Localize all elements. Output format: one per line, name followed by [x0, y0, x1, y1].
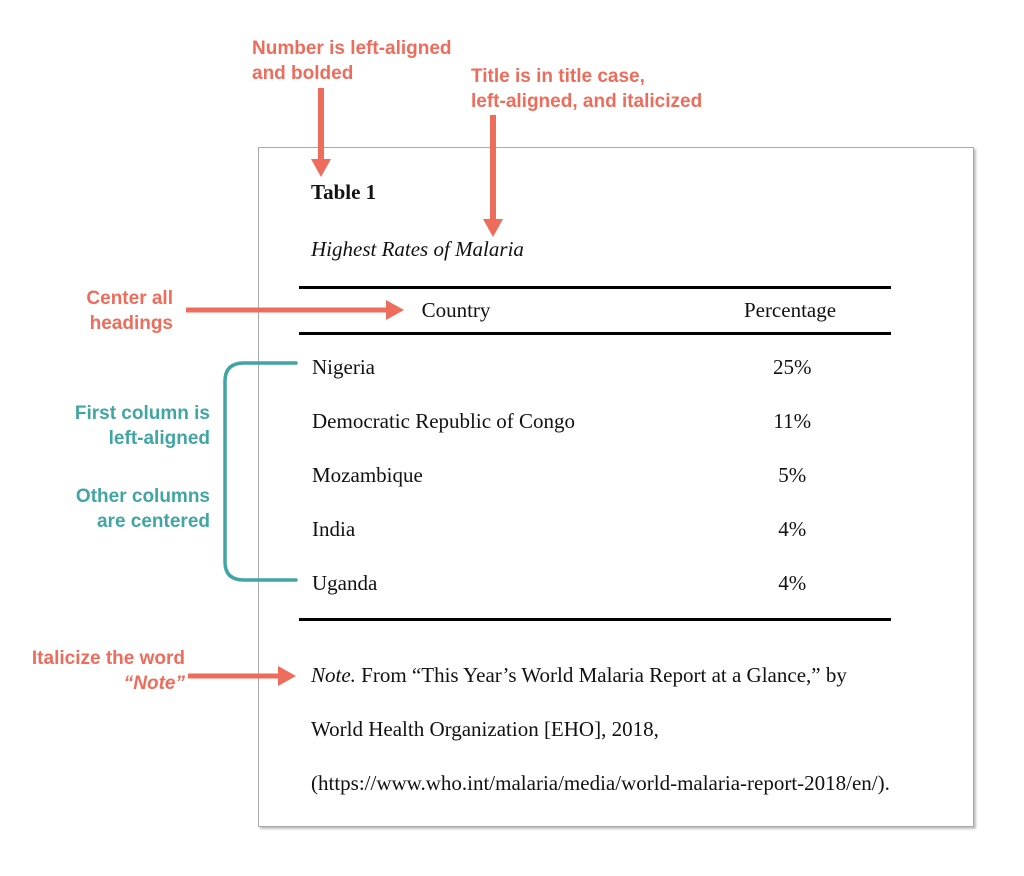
table-body — [299, 335, 891, 621]
callout-line: headings — [89, 313, 173, 334]
document-page — [258, 147, 974, 827]
cell-country: Nigeria — [312, 354, 375, 379]
note-label: Note. — [311, 663, 356, 687]
callout-line: left-aligned — [108, 428, 210, 449]
table-number: Table 1 — [311, 180, 377, 204]
cell-country: Democratic Republic of Congo — [312, 408, 576, 433]
apa-table — [299, 286, 891, 621]
table-row — [299, 502, 891, 556]
column-header-percentage: Percentage — [743, 298, 837, 322]
table-row — [299, 448, 891, 502]
callout-center-headings — [40, 286, 173, 336]
callout-line: Number is left-aligned — [252, 38, 452, 59]
cell-country: Uganda — [312, 570, 378, 595]
callout-line: “Note” — [123, 673, 185, 694]
cell-percentage: 4% — [778, 570, 807, 595]
note-line-1 — [311, 648, 931, 702]
callout-italicize-note — [8, 646, 185, 696]
callout-line: Other columns — [75, 486, 210, 507]
callout-line: Title is in title case, — [471, 66, 645, 87]
note-line-3: (https://www.who.int/malaria/media/world-malaria-report-2018/en/). — [311, 771, 890, 795]
callout-line: First column is — [74, 403, 210, 424]
callout-first-column — [30, 401, 210, 451]
callout-line: and bolded — [252, 63, 354, 84]
table-row — [299, 394, 891, 448]
cell-percentage: 4% — [778, 516, 807, 541]
callout-line: Italicize the word — [31, 648, 185, 669]
cell-country: Mozambique — [312, 462, 423, 487]
callout-line: are centered — [96, 511, 210, 532]
table-title: Highest Rates of Malaria — [311, 237, 524, 261]
callout-number-bolded — [252, 36, 452, 86]
table-row — [299, 340, 891, 394]
cell-country: India — [312, 516, 356, 541]
cell-percentage: 5% — [778, 462, 807, 487]
table-header-row — [299, 286, 891, 335]
callout-title-italicized — [471, 64, 702, 114]
note-line-2: World Health Organization [EHO], 2018, — [311, 717, 659, 741]
callout-other-columns — [30, 484, 210, 534]
note-line-1-rest: From “This Year’s World Malaria Report at a Glance,” by — [355, 663, 847, 687]
cell-percentage: 25% — [772, 354, 812, 379]
table-row — [299, 556, 891, 610]
table-note — [311, 648, 931, 810]
cell-percentage: 11% — [773, 408, 812, 433]
column-header-country: Country — [421, 298, 491, 322]
callout-line: left-aligned, and italicized — [471, 91, 703, 112]
callout-line: Center all — [86, 288, 173, 309]
